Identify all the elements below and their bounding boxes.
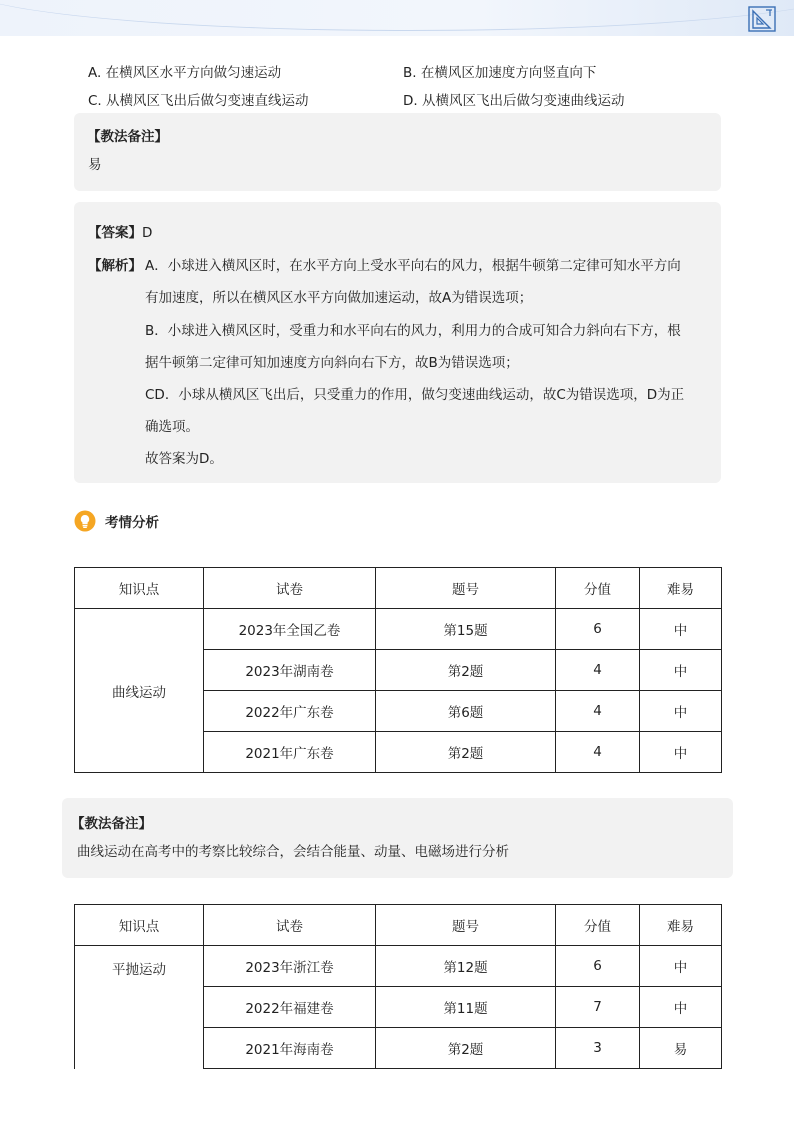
analysis-line: 故答案为D。 bbox=[145, 451, 223, 467]
analysis-line: B．小球进入横风区时，受重力和水平向右的风力，利用力的合成可知合力斜向右下方，根 bbox=[145, 323, 681, 339]
option-a: A. 在横风区水平方向做匀速运动 bbox=[88, 65, 282, 81]
difficulty-cell: 中 bbox=[640, 609, 722, 650]
exam-analysis-table bbox=[74, 904, 722, 1069]
question-cell: 第12题 bbox=[376, 946, 556, 987]
analysis-label: 【解析】 bbox=[88, 258, 142, 274]
difficulty-cell: 中 bbox=[640, 732, 722, 773]
score-cell: 4 bbox=[556, 732, 640, 773]
teaching-note-box bbox=[62, 798, 733, 878]
question-cell: 第2题 bbox=[376, 732, 556, 773]
difficulty-cell: 中 bbox=[640, 691, 722, 732]
topic-cell: 曲线运动 bbox=[75, 609, 204, 773]
difficulty-cell: 中 bbox=[640, 946, 722, 987]
topic-cell: 平抛运动 bbox=[75, 946, 204, 1069]
analysis-line: 有加速度，所以在横风区水平方向做加速运动，故A为错误选项； bbox=[145, 290, 533, 306]
header-cell: 分值 bbox=[556, 905, 640, 946]
header-cell: 试卷 bbox=[204, 905, 376, 946]
analysis-line: 据牛顿第二定律可知加速度方向斜向右下方，故B为错误选项； bbox=[145, 355, 519, 371]
paper-cell: 2022年广东卷 bbox=[204, 691, 376, 732]
header-wave-decoration bbox=[0, 0, 794, 31]
table-row bbox=[75, 609, 722, 650]
question-cell: 第15题 bbox=[376, 609, 556, 650]
table-header-row bbox=[75, 568, 722, 609]
header-cell: 试卷 bbox=[204, 568, 376, 609]
difficulty-cell: 中 bbox=[640, 987, 722, 1028]
table-header-row bbox=[75, 905, 722, 946]
score-cell: 6 bbox=[556, 946, 640, 987]
header-cell: 分值 bbox=[556, 568, 640, 609]
analysis-line: 确选项。 bbox=[145, 419, 199, 435]
paper-cell: 2021年广东卷 bbox=[204, 732, 376, 773]
paper-cell: 2023年湖南卷 bbox=[204, 650, 376, 691]
option-b: B. 在横风区加速度方向竖直向下 bbox=[403, 65, 597, 81]
score-cell: 7 bbox=[556, 987, 640, 1028]
answer-line bbox=[88, 221, 152, 241]
paper-cell: 2023年浙江卷 bbox=[204, 946, 376, 987]
answer-box bbox=[74, 202, 721, 483]
header-cell: 难易 bbox=[640, 905, 722, 946]
header-cell: 知识点 bbox=[75, 568, 204, 609]
analysis-line: A．小球进入横风区时，在水平方向上受水平向右的风力，根据牛顿第二定律可知水平方向 bbox=[145, 258, 681, 274]
question-cell: 第6题 bbox=[376, 691, 556, 732]
question-cell: 第11题 bbox=[376, 987, 556, 1028]
teaching-note-title: 【教法备注】 bbox=[87, 129, 168, 145]
analysis-line: CD．小球从横风区飞出后，只受重力的作用，做匀变速曲线运动，故C为错误选项，D为正 bbox=[145, 387, 685, 403]
teaching-note-box bbox=[74, 113, 721, 191]
difficulty-cell: 中 bbox=[640, 650, 722, 691]
question-cell: 第2题 bbox=[376, 650, 556, 691]
score-cell: 3 bbox=[556, 1028, 640, 1069]
section-heading bbox=[74, 510, 159, 532]
difficulty-cell: 易 bbox=[640, 1028, 722, 1069]
page-header-band bbox=[0, 0, 794, 36]
header-cell: 题号 bbox=[376, 905, 556, 946]
lightbulb-icon bbox=[74, 510, 96, 532]
header-cell: 难易 bbox=[640, 568, 722, 609]
header-cell: 知识点 bbox=[75, 905, 204, 946]
option-d: D. 从横风区飞出后做匀变速曲线运动 bbox=[403, 93, 625, 109]
score-cell: 4 bbox=[556, 650, 640, 691]
paper-cell: 2022年福建卷 bbox=[204, 987, 376, 1028]
teaching-note-title: 【教法备注】 bbox=[71, 816, 152, 832]
ruler-triangle-logo-icon bbox=[748, 6, 776, 32]
option-c: C. 从横风区飞出后做匀变速直线运动 bbox=[88, 93, 309, 109]
answer-label: 【答案】 bbox=[88, 225, 142, 241]
section-title: 考情分析 bbox=[105, 515, 159, 531]
score-cell: 4 bbox=[556, 691, 640, 732]
score-cell: 6 bbox=[556, 609, 640, 650]
paper-cell: 2023年全国乙卷 bbox=[204, 609, 376, 650]
exam-analysis-table bbox=[74, 567, 722, 773]
teaching-note-text: 易 bbox=[88, 157, 102, 173]
teaching-note-text: 曲线运动在高考中的考察比较综合，会结合能量、动量、电磁场进行分析 bbox=[77, 844, 509, 860]
answer-value: D bbox=[142, 225, 153, 241]
question-cell: 第2题 bbox=[376, 1028, 556, 1069]
header-cell: 题号 bbox=[376, 568, 556, 609]
paper-cell: 2021年海南卷 bbox=[204, 1028, 376, 1069]
table-row bbox=[75, 946, 722, 987]
